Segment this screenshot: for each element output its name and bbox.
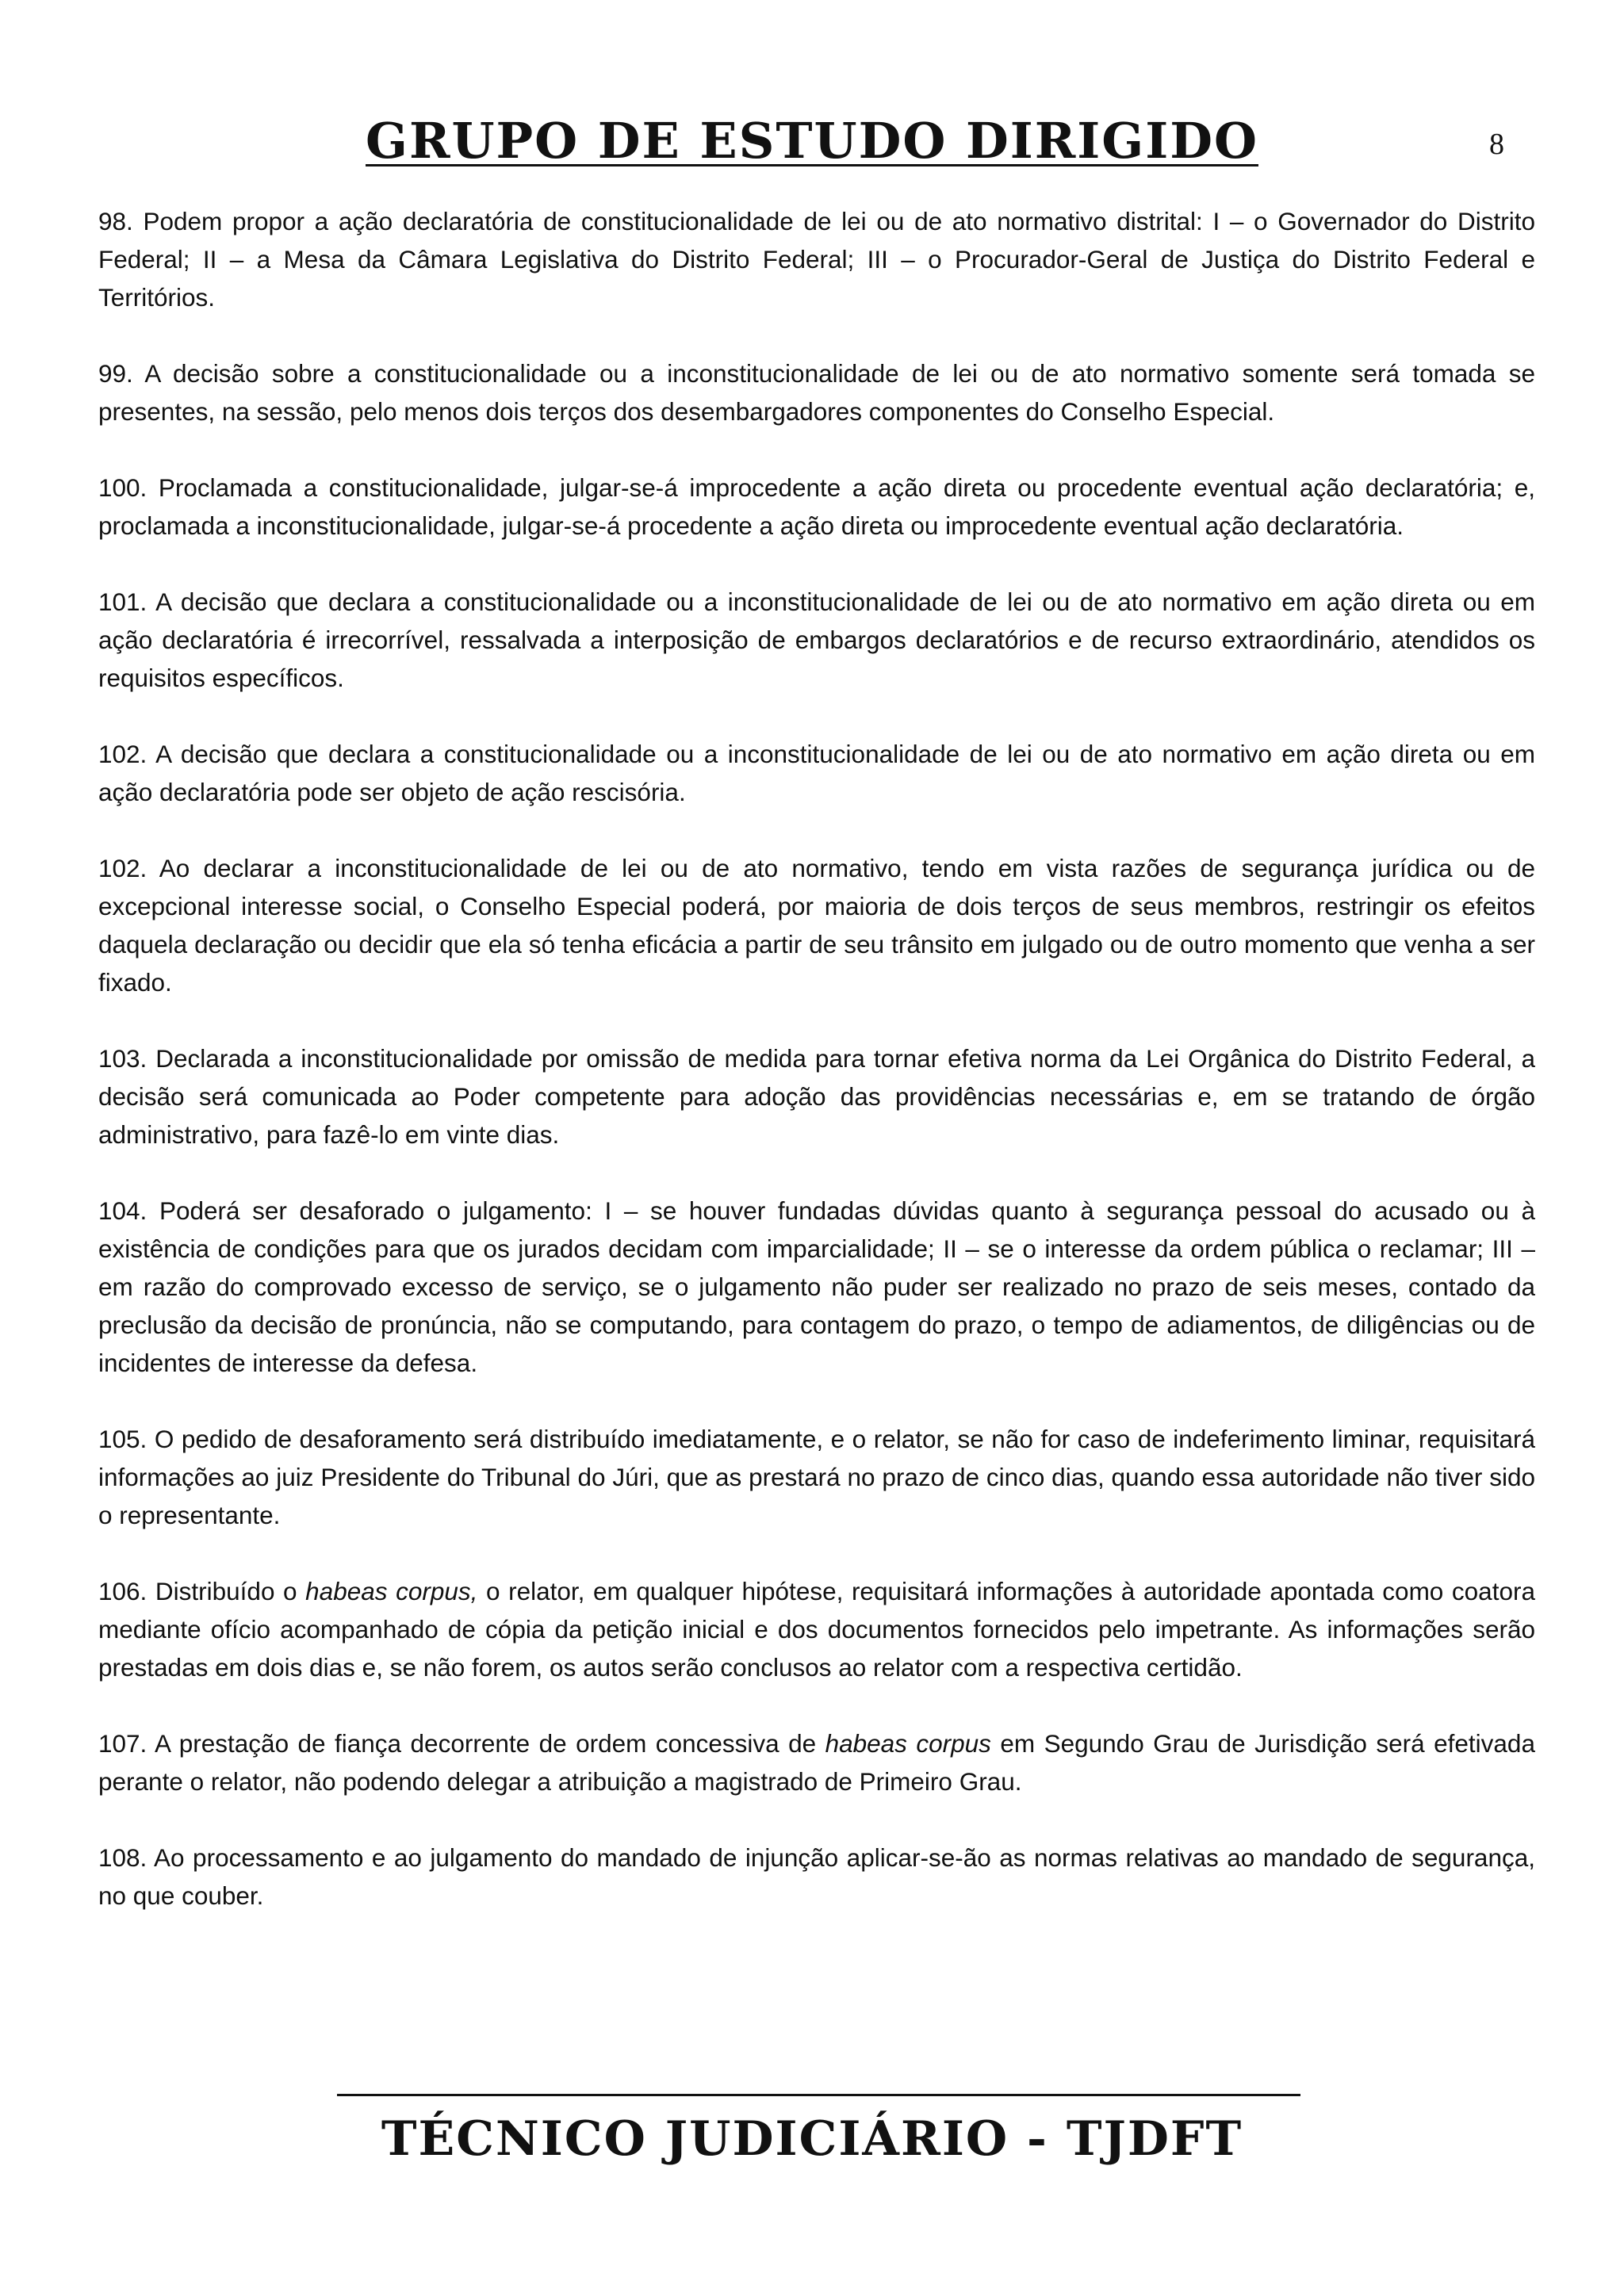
page-header-title: GRUPO DE ESTUDO DIRIGIDO [366, 112, 1258, 170]
page-footer-title: TÉCNICO JUDICIÁRIO - TJDFT [381, 2111, 1243, 2167]
paragraph-105: 105. O pedido de desaforamento será distribuído imediatamente, e o relator, se não for caso de indeferimento liminar, requisitará informações ao juiz Presidente do Tribunal do Júri, que as prestará no prazo de cinco dias, quando essa autoridade não tiver sido o representante. [98, 1425, 1535, 1529]
paragraph-99: 99. A decisão sobre a constitucionalidade ou a inconstitucionalidade de lei ou de ato normativo somente será tomada se presentes, na sessão, pelo menos dois terços dos desembargadores componentes do Conselho Especial. [98, 359, 1535, 426]
paragraph-106 [98, 1572, 1535, 1686]
paragraph-106-text-start: 106. Distribuído o [98, 1577, 306, 1605]
paragraph-106-text-end: o relator, em qualquer hipótese, requisitará informações à autoridade apontada como coatora mediante ofício acompanhado de cópia da petição inicial e dos documentos fornecidos pelo impetrante. As informações serão prestadas em dois dias e, se não forem, os autos serão conclusos ao relator com a respectiva certidão. [98, 1577, 1535, 1682]
page-number: 8 [1489, 128, 1504, 161]
paragraph-108: 108. Ao processamento e ao julgamento do mandado de injunção aplicar-se-ão as normas relativas ao mandado de segurança, no que couber. [98, 1843, 1535, 1910]
document-body [98, 202, 1535, 1953]
paragraph-104: 104. Poderá ser desaforado o julgamento: I – se houver fundadas dúvidas quanto à segurança pessoal do acusado ou à existência de condições para que os jurados decidam com imparcialidade; II – se o interesse da ordem pública o reclamar; III – em razão do comprovado excesso de serviço, se o julgamento não puder ser realizado no prazo de seis meses, contado da preclusão da decisão de pronúncia, não se computando, para contagem do prazo, o tempo de adiamentos, de diligências ou de incidentes de interesse da defesa. [98, 1196, 1535, 1377]
footer-divider [337, 2094, 1300, 2096]
paragraph-107 [98, 1724, 1535, 1800]
paragraph-103: 103. Declarada a inconstitucionalidade por omissão de medida para tornar efetiva norma da Lei Orgânica do Distrito Federal, a decisão será comunicada ao Poder competente para adoção das providências necessárias e, em se tratando de órgão administrativo, para fazê-lo em vinte dias. [98, 1044, 1535, 1149]
paragraph-107-italic-term: habeas corpus [825, 1729, 991, 1758]
paragraph-101: 101. A decisão que declara a constitucionalidade ou a inconstitucionalidade de lei ou de ato normativo em ação direta ou em ação declaratória é irrecorrível, ressalvada a interposição de embargos declaratórios e de recurso extraordinário, atendidos os requisitos específicos. [98, 587, 1535, 692]
paragraph-100: 100. Proclamada a constitucionalidade, julgar-se-á improcedente a ação direta ou procedente eventual ação declaratória; e, proclamada a inconstitucionalidade, julgar-se-á procedente a ação direta ou improcedente eventual ação declaratória. [98, 473, 1535, 540]
paragraph-98: 98. Podem propor a ação declaratória de constitucionalidade de lei ou de ato normativo distrital: I – o Governador do Distrito Federal; II – a Mesa da Câmara Legislativa do Distrito Federal; III – o Procurador-Geral de Justiça do Distrito Federal e Territórios. [98, 207, 1535, 312]
paragraph-107-text-start: 107. A prestação de fiança decorrente de ordem concessiva de [98, 1729, 825, 1758]
paragraph-102a: 102. A decisão que declara a constitucionalidade ou a inconstitucionalidade de lei ou de ato normativo em ação direta ou em ação declaratória pode ser objeto de ação rescisória. [98, 740, 1535, 806]
paragraph-106-italic-term: habeas corpus, [305, 1577, 478, 1605]
paragraph-107-text-end: em Segundo Grau de Jurisdição será efetivada perante o relator, não podendo delegar a atribuição a magistrado de Primeiro Grau. [98, 1729, 1535, 1796]
paragraph-102b: 102. Ao declarar a inconstitucionalidade de lei ou de ato normativo, tendo em vista razões de segurança jurídica ou de excepcional interesse social, o Conselho Especial poderá, por maioria de dois terços de seus membros, restringir os efeitos daquela declaração ou decidir que ela só tenha eficácia a partir de seu trânsito em julgado ou de outro momento que venha a ser fixado. [98, 854, 1535, 997]
